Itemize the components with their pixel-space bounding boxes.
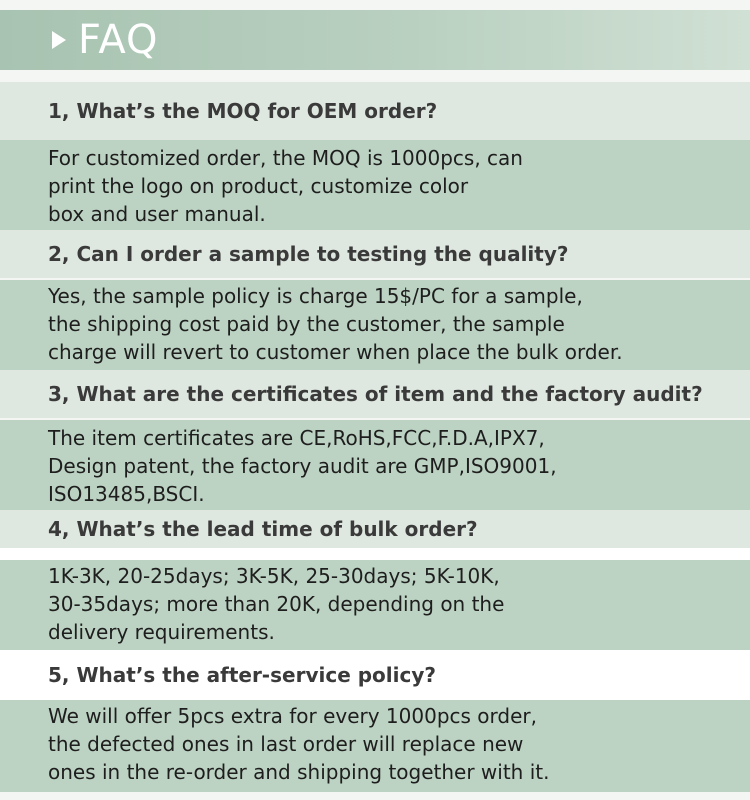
faq-question-2: 2, Can I order a sample to testing the quality? — [0, 230, 750, 278]
answer-line: For customized order, the MOQ is 1000pcs, can — [48, 146, 523, 170]
divider — [0, 548, 750, 560]
faq-answer-1 — [0, 140, 750, 230]
answer-line: 1K-3K, 20-25days; 3K-5K, 25-30days; 5K-10K, — [48, 564, 500, 588]
faq-question-4: 4, What’s the lead time of bulk order? — [0, 510, 750, 548]
faq-question-1: 1, What’s the MOQ for OEM order? — [0, 82, 750, 140]
answer-line: The item certificates are CE,RoHS,FCC,F.D.A,IPX7, — [48, 426, 545, 450]
faq-question-5: 5, What’s the after-service policy? — [0, 650, 750, 700]
faq-answer-4 — [0, 560, 750, 650]
faq-answer-2 — [0, 280, 750, 370]
answer-line: delivery requirements. — [48, 620, 275, 644]
answer-line: 30-35days; more than 20K, depending on the — [48, 592, 505, 616]
answer-line: Design patent, the factory audit are GMP,ISO9001, — [48, 454, 557, 478]
faq-header — [0, 10, 750, 70]
answer-line: charge will revert to customer when place the bulk order. — [48, 340, 623, 364]
triangle-right-icon — [52, 31, 66, 49]
answer-line: print the logo on product, customize color — [48, 174, 469, 198]
faq-answer-5 — [0, 700, 750, 792]
answer-line: ISO13485,BSCI. — [48, 482, 205, 506]
answer-line: We will offer 5pcs extra for every 1000pcs order, — [48, 704, 537, 728]
answer-line: the defected ones in last order will replace new — [48, 732, 524, 756]
answer-line: Yes, the sample policy is charge 15$/PC for a sample, — [48, 284, 583, 308]
answer-line: box and user manual. — [48, 202, 266, 226]
faq-question-3: 3, What are the certificates of item and the factory audit? — [0, 370, 750, 418]
faq-answer-3 — [0, 420, 750, 510]
answer-line: the shipping cost paid by the customer, the sample — [48, 312, 565, 336]
answer-line: ones in the re-order and shipping together with it. — [48, 760, 550, 784]
page-title: FAQ — [78, 17, 159, 63]
